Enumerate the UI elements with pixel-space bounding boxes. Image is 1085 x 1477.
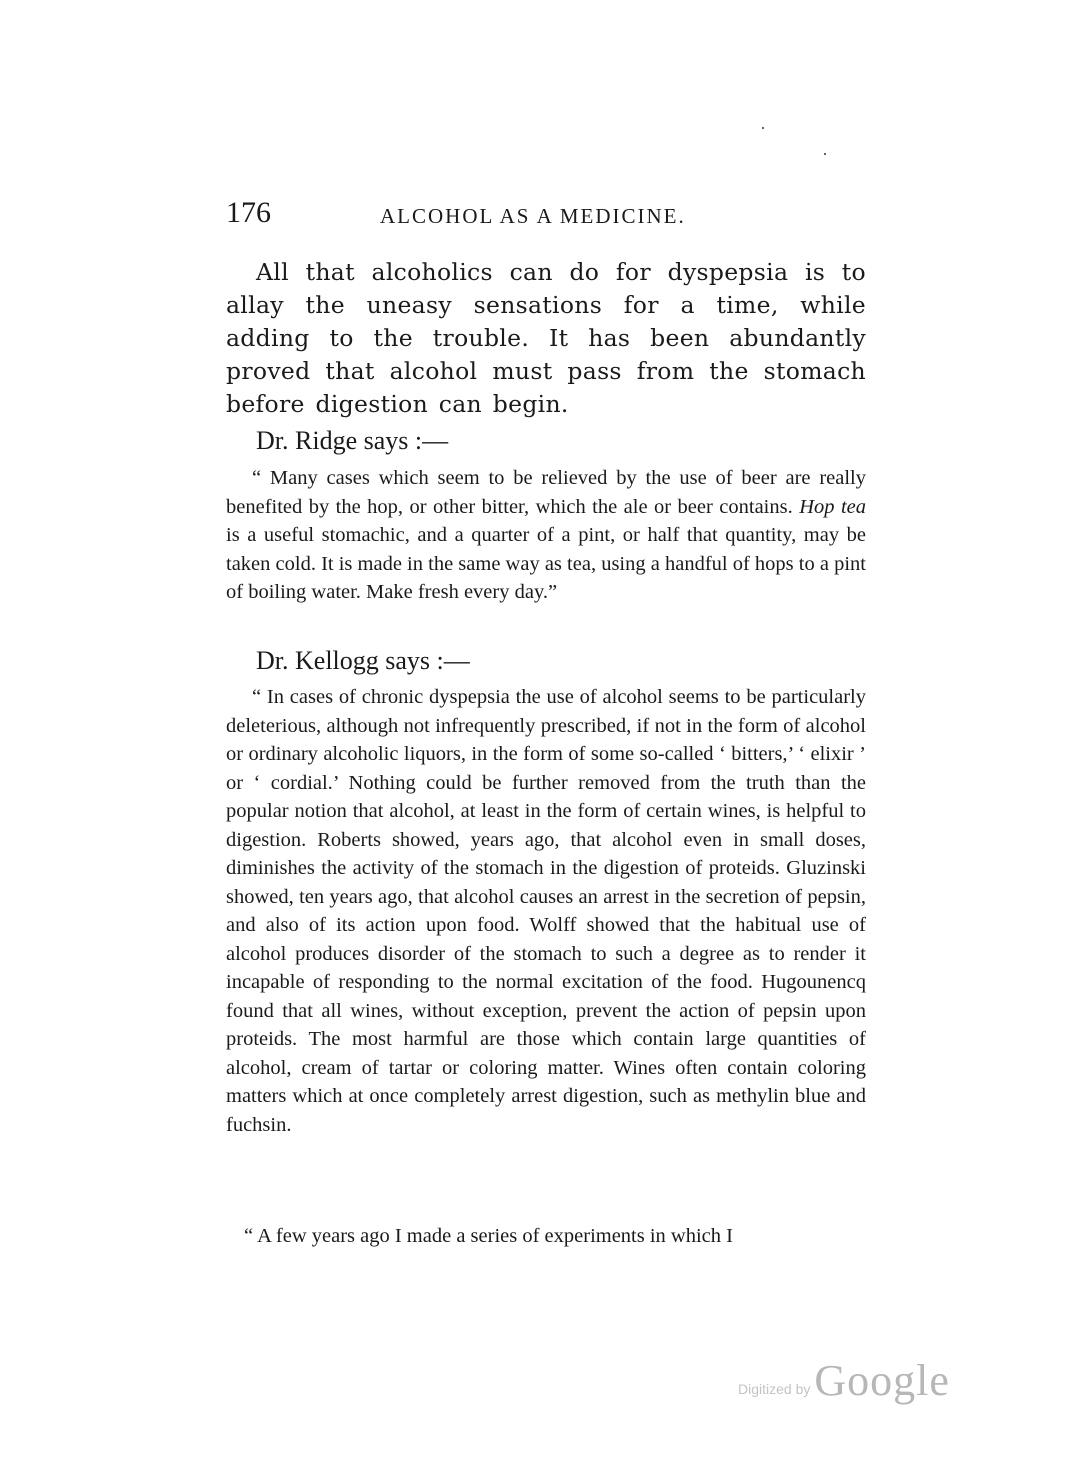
scan-speck: [762, 127, 764, 129]
ridge-quote: [226, 464, 866, 607]
ridge-quote-part-1: “ Many cases which seem to be relieved by the use of beer are really benefited by the hop, or other bitter, which the ale or beer contains.: [226, 467, 866, 518]
lead-paragraph: All that alcoholics can do for dyspepsia is to allay the uneasy sensations for a time, while adding to the trouble. It has been abundantly proved that alcohol must pass from the stomach before digestion can begin.: [226, 258, 866, 418]
digitized-watermark: [738, 1356, 950, 1406]
watermark-prefix: Digitized by: [738, 1381, 811, 1397]
final-line: “ A few years ago I made a series of experiments in which I: [244, 1225, 733, 1247]
kellogg-quote: “ In cases of chronic dyspepsia the use of alcohol seems to be particularly deleterious, although not infrequently prescribed, if not in the form of alcohol or ordinary alcoholic liquors, in the form of some so-called ‘ bitters,’ ‘ elixir ’ or ‘ cordial.’ Nothing could be further removed from the truth than the popular notion that alcohol, at least in the form of certain wines, is helpful to digestion. Roberts showed, years ago, that alcohol even in small doses, diminishes the activity of the stomach in the digestion of proteids. Gluzinski showed, ten years ago, that alcohol causes an arrest in the secretion of pepsin, and also of its action upon food. Wolff showed that the habitual use of alcohol produces disorder of the stomach to such a degree as to render it incapable of responding to the normal excitation of the food. Hugounencq found that all wines, without exception, prevent the action of pepsin upon proteids. The most harmful are those which contain large quantities of alcohol, cream of tartar or coloring matter. Wines often contain coloring matters which at once completely arrest digestion, such as methylin blue and fuchsin.: [226, 686, 866, 1136]
kellogg-intro: Dr. Kellogg says :—: [256, 646, 470, 675]
page-header: [226, 196, 866, 236]
hop-tea-emphasis: Hop tea: [799, 495, 866, 518]
scan-speck: [824, 153, 826, 155]
page-number: 176: [226, 196, 271, 229]
ridge-quote-part-2: is a useful stomachic, and a quarter of a pint, or half that quantity, may be taken cold. It is made in the same way as tea, using a handful of hops to a pint of boiling water. Make fresh every day.”: [226, 524, 866, 603]
google-logo: Google: [814, 1356, 950, 1405]
ridge-intro: Dr. Ridge says :—: [256, 426, 449, 455]
running-head: ALCOHOL AS A MEDICINE.: [380, 204, 686, 228]
